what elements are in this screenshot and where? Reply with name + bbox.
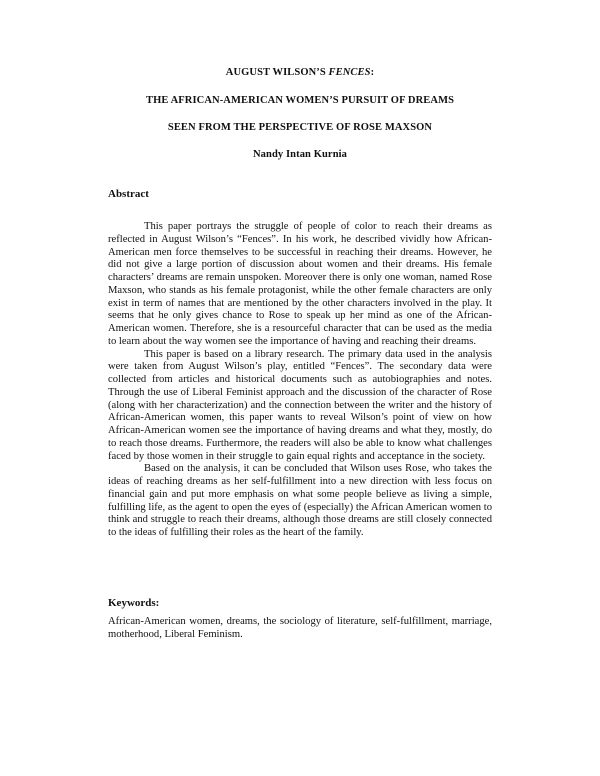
title-line-3: SEEN FROM THE PERSPECTIVE OF ROSE MAXSON (167, 122, 433, 133)
title-play-name: FENCES (328, 67, 371, 78)
title-line-2: THE AFRICAN-AMERICAN WOMEN’S PURSUIT OF DREAMS (145, 95, 455, 106)
abstract-heading: Abstract (108, 188, 149, 200)
title-line-1 (0, 67, 600, 78)
abstract-paragraph-2: This paper is based on a library research. The primary data used in the analysis were taken from August Wilson’s play, entitled “Fences”. The secondary data were collected from articles and historical documents such as autobiographies and notes. Through the use of Liberal Feminist approach and the discussion of the character of Rose (along with her characterization) and the connection between the writer and the history of African-American women, this paper wants to reveal Wilson’s point of view on how African-American women see the importance of having dreams and what they, mostly, do to reach those dreams. Furthermore, the readers will also be able to know what challenges faced by those women in their struggle to gain equal rights and acceptance in the society. (108, 348, 492, 462)
abstract-paragraph-1: This paper portrays the struggle of people of color to reach their dreams as reflected in August Wilson’s “Fences”. In his work, he described vividly how African-American men force themselves to be successful in reaching their dreams. However, he did not give a large portion of discussion about women and their dreams. His female characters’ dreams are remain unspoken. Moreover there is only one woman, named Rose Maxson, who stands as his female protagonist, while the other female characters are only exist in term of names that are mentioned by the other characters involved in the play. It seems that he only gives chance to Rose to speak up her mind as one of the African-American women. Therefore, she is a resourceful character that can be used as the media to learn about the way women see the importance of having and reaching their dreams. (108, 221, 492, 347)
abstract-paragraph-3: Based on the analysis, it can be concluded that Wilson uses Rose, who takes the ideas of reaching dreams as her self-fulfillment into a new direction with less focus on financial gain and put more emphasis on what some people believe as living a simple, fulfilling life, as the agent to open the eyes of (especially) the African American women to think and struggle to reach their dreams, although those dreams are still closely connected to the ideas of fulfilling their roles as the heart of the family. (108, 463, 492, 538)
keywords-heading: Keywords: (108, 597, 160, 609)
keywords-text: African-American women, dreams, the sociology of literature, self-fulfillment, marriage, motherhood, Liberal Feminism. (108, 616, 492, 640)
title-suffix: : (370, 67, 375, 78)
abstract-body (108, 221, 492, 540)
keywords-body (108, 616, 492, 642)
title-prefix: AUGUST WILSON’S (225, 67, 329, 78)
author-name: Nandy Intan Kurnia (253, 149, 347, 160)
